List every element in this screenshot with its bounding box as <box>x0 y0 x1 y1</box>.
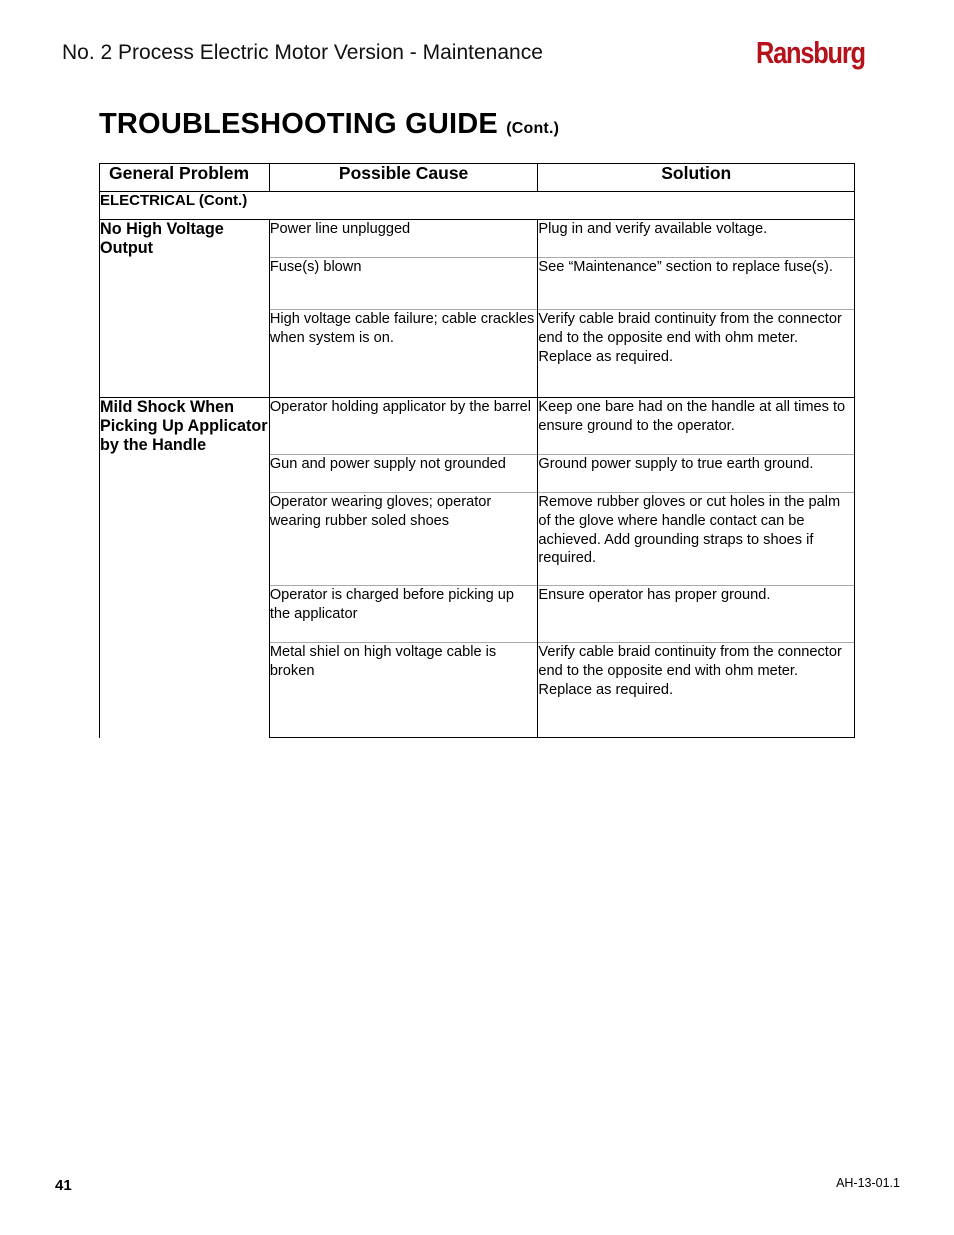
table-row <box>100 220 855 258</box>
cause-cell: High voltage cable failure; cable crackles when system is on. <box>269 310 538 398</box>
column-header-possible-cause: Possible Cause <box>269 164 538 192</box>
solution-cell: Verify cable braid continuity from the connector end to the opposite end with ohm meter. Replace as required. <box>538 643 855 738</box>
problem-mild-shock: Mild Shock When Picking Up Applicator by the Handle <box>100 398 270 738</box>
page-number: 41 <box>55 1177 72 1194</box>
document-code: AH-13-01.1 <box>836 1176 900 1190</box>
cause-cell: Operator wearing gloves; operator wearing rubber soled shoes <box>269 493 538 586</box>
solution-cell: Remove rubber gloves or cut holes in the palm of the glove where handle contact can be achieved. Add grounding straps to shoes if required. <box>538 493 855 586</box>
solution-cell: Verify cable braid continuity from the connector end to the opposite end with ohm meter. Replace as required. <box>538 310 855 398</box>
solution-cell: Keep one bare had on the handle at all times to ensure ground to the operator. <box>538 398 855 455</box>
solution-cell: Plug in and verify available voltage. <box>538 220 855 258</box>
section-title <box>99 108 559 141</box>
solution-cell: Ground power supply to true earth ground. <box>538 455 855 493</box>
category-row <box>100 192 855 220</box>
cause-cell: Metal shiel on high voltage cable is broken <box>269 643 538 738</box>
table-header-row <box>100 164 855 192</box>
column-header-general-problem: General Problem <box>100 164 270 192</box>
solution-cell: See “Maintenance” section to replace fuse(s). <box>538 258 855 310</box>
section-title-suffix: (Cont.) <box>506 120 560 137</box>
document-header-title: No. 2 Process Electric Motor Version - Maintenance <box>62 41 543 64</box>
cause-cell: Fuse(s) blown <box>269 258 538 310</box>
cause-cell: Gun and power supply not grounded <box>269 455 538 493</box>
cause-cell: Power line unplugged <box>269 220 538 258</box>
category-label: ELECTRICAL (Cont.) <box>100 192 855 220</box>
table-row <box>100 398 855 455</box>
troubleshooting-table <box>99 163 855 738</box>
cause-cell: Operator holding applicator by the barrel <box>269 398 538 455</box>
cause-cell: Operator is charged before picking up the applicator <box>269 586 538 643</box>
column-header-solution: Solution <box>538 164 855 192</box>
ransburg-logo: Ransburg <box>756 35 865 70</box>
solution-cell: Ensure operator has proper ground. <box>538 586 855 643</box>
section-title-text: TROUBLESHOOTING GUIDE <box>99 108 498 140</box>
problem-no-high-voltage-output: No High Voltage Output <box>100 220 270 398</box>
